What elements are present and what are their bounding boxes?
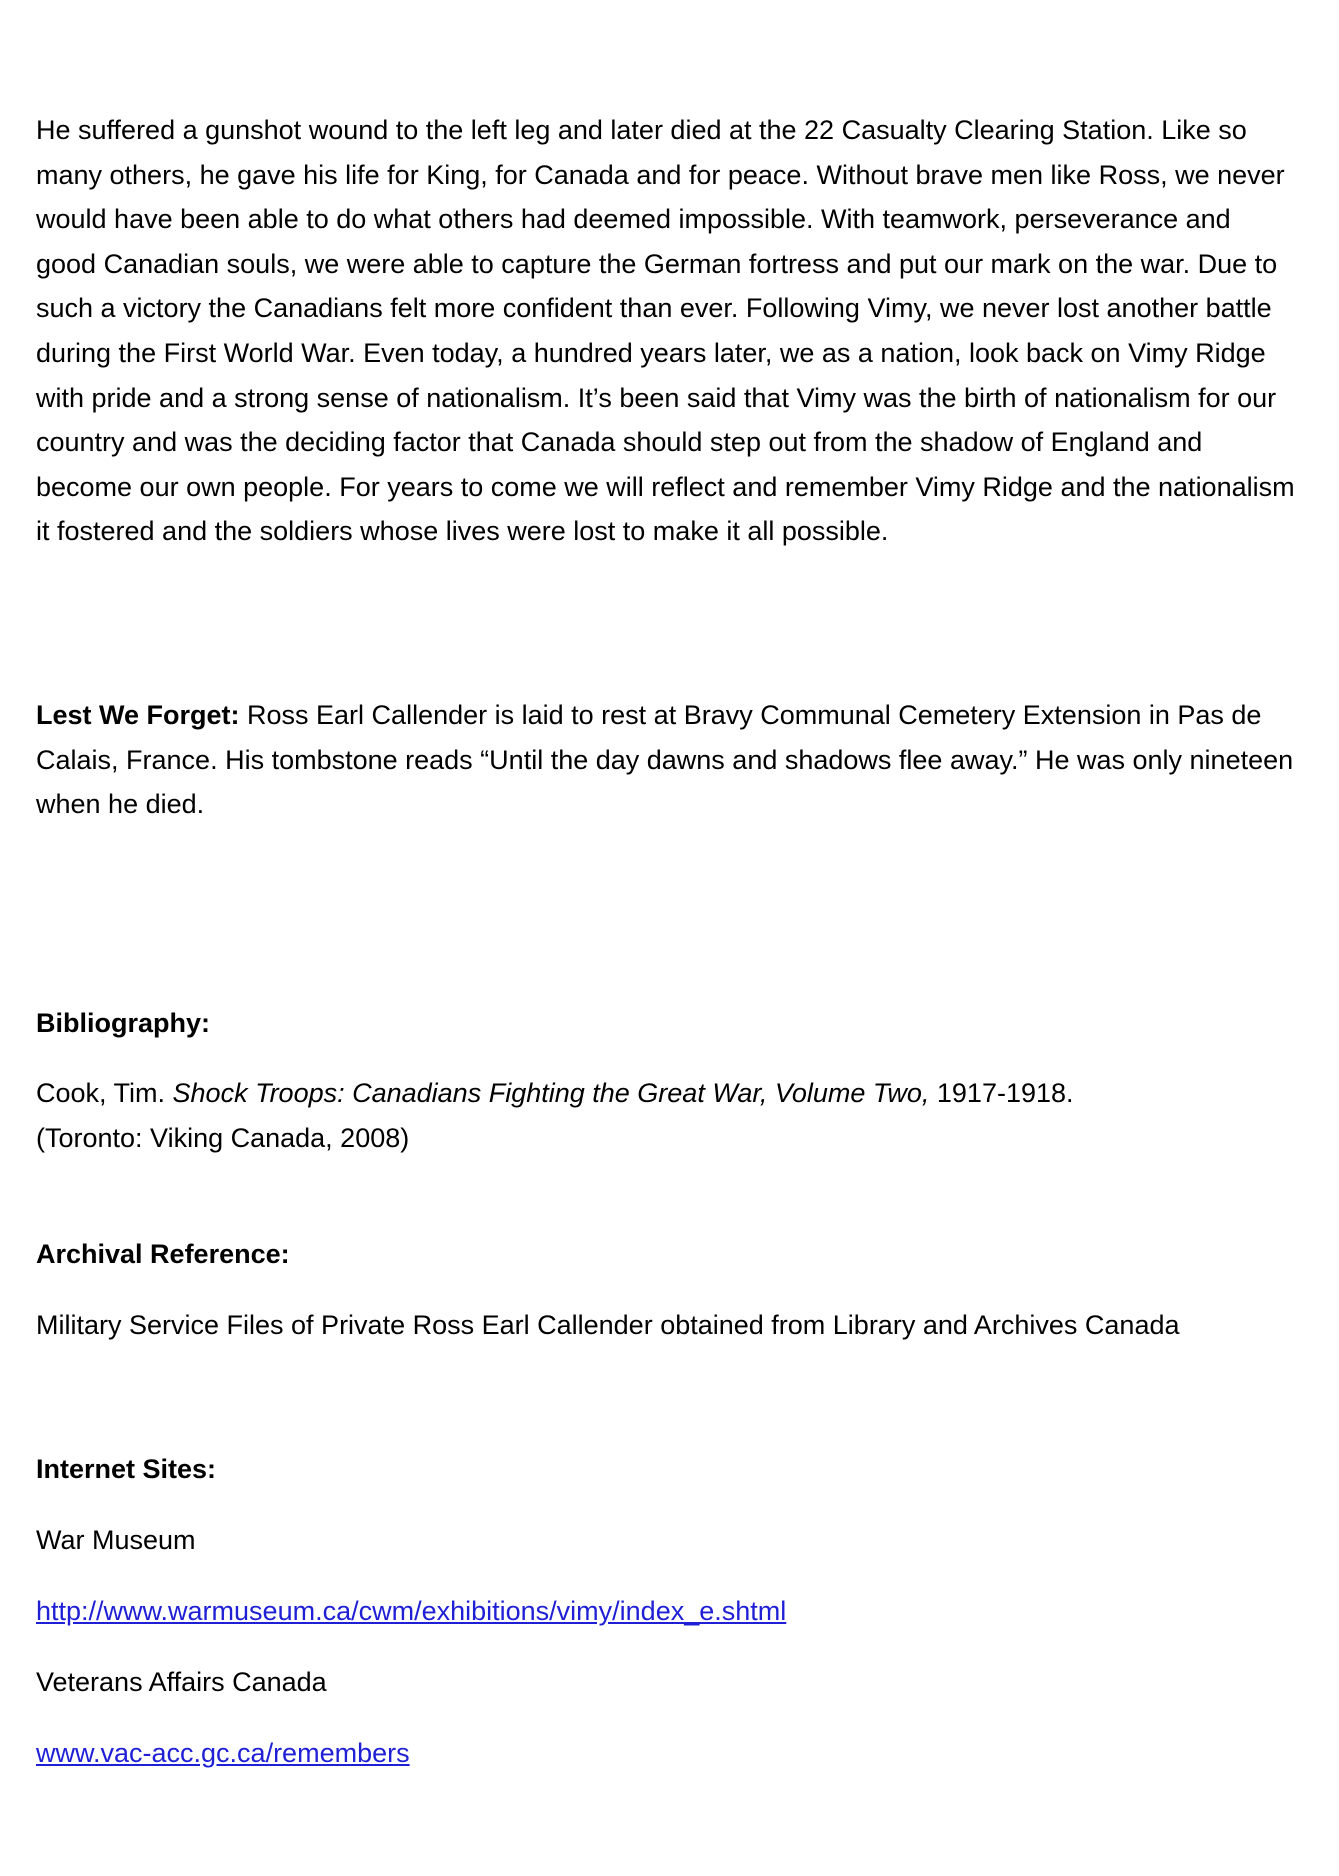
bibliography-book-title: Shock Troops: Canadians Fighting the Great War, Volume Two,: [172, 1078, 930, 1108]
war-museum-link[interactable]: http://www.warmuseum.ca/cwm/exhibitions/vimy/index_e.shtml: [36, 1596, 787, 1626]
archival-reference-text: Military Service Files of Private Ross Earl Callender obtained from Library and Archives Canada: [36, 1310, 1180, 1340]
veterans-affairs-link[interactable]: www.vac-acc.gc.ca/remembers: [36, 1738, 410, 1768]
site-name-war-museum: War Museum: [36, 1525, 196, 1555]
bibliography-heading: Bibliography:: [36, 1008, 210, 1038]
story-paragraph: He suffered a gunshot wound to the left leg and later died at the 22 Casualty Clearing Station. Like so many others, he gave his life for King, for Canada and for peace. Without brave men like Ross, we never would have been able to do what others had deemed impossible. With teamwork, perseverance and good Canadian souls, we were able to capture the German fortress and put our mark on the war. Due to such a victory the Canadians felt more confident than ever. Following Vimy, we never lost another battle during the First World War. Even today, a hundred years later, we as a nation, look back on Vimy Ridge with pride and a strong sense of nationalism. It’s been said that Vimy was the birth of nationalism for our country and was the deciding factor that Canada should step out from the shadow of England and become our own people. For years to come we will reflect and remember Vimy Ridge and the nationalism it fostered and the soldiers whose lives were lost to make it all possible.: [36, 115, 1295, 547]
bibliography-citation-line: [36, 1071, 1296, 1116]
lest-we-forget-paragraph: [36, 693, 1296, 827]
site-link-war-museum: [36, 1589, 786, 1634]
bibliography-entry: [36, 1071, 1296, 1160]
bibliography-years: 1917-1918.: [929, 1078, 1074, 1108]
archival-reference-heading: Archival Reference:: [36, 1239, 290, 1269]
site-name-veterans-affairs: Veterans Affairs Canada: [36, 1667, 327, 1697]
lest-we-forget-label: Lest We Forget:: [36, 700, 240, 730]
bibliography-author: Cook, Tim.: [36, 1078, 173, 1108]
internet-sites-heading: Internet Sites:: [36, 1454, 217, 1484]
site-link-veterans-affairs: [36, 1731, 410, 1776]
lest-we-forget-text: Ross Earl Callender is laid to rest at Bravy Communal Cemetery Extension in Pas de Calais, France. His tombstone reads “Until the day dawns and shadows flee away.” He was only nineteen when he died.: [36, 700, 1294, 820]
bibliography-publisher: (Toronto: Viking Canada, 2008): [36, 1122, 410, 1153]
